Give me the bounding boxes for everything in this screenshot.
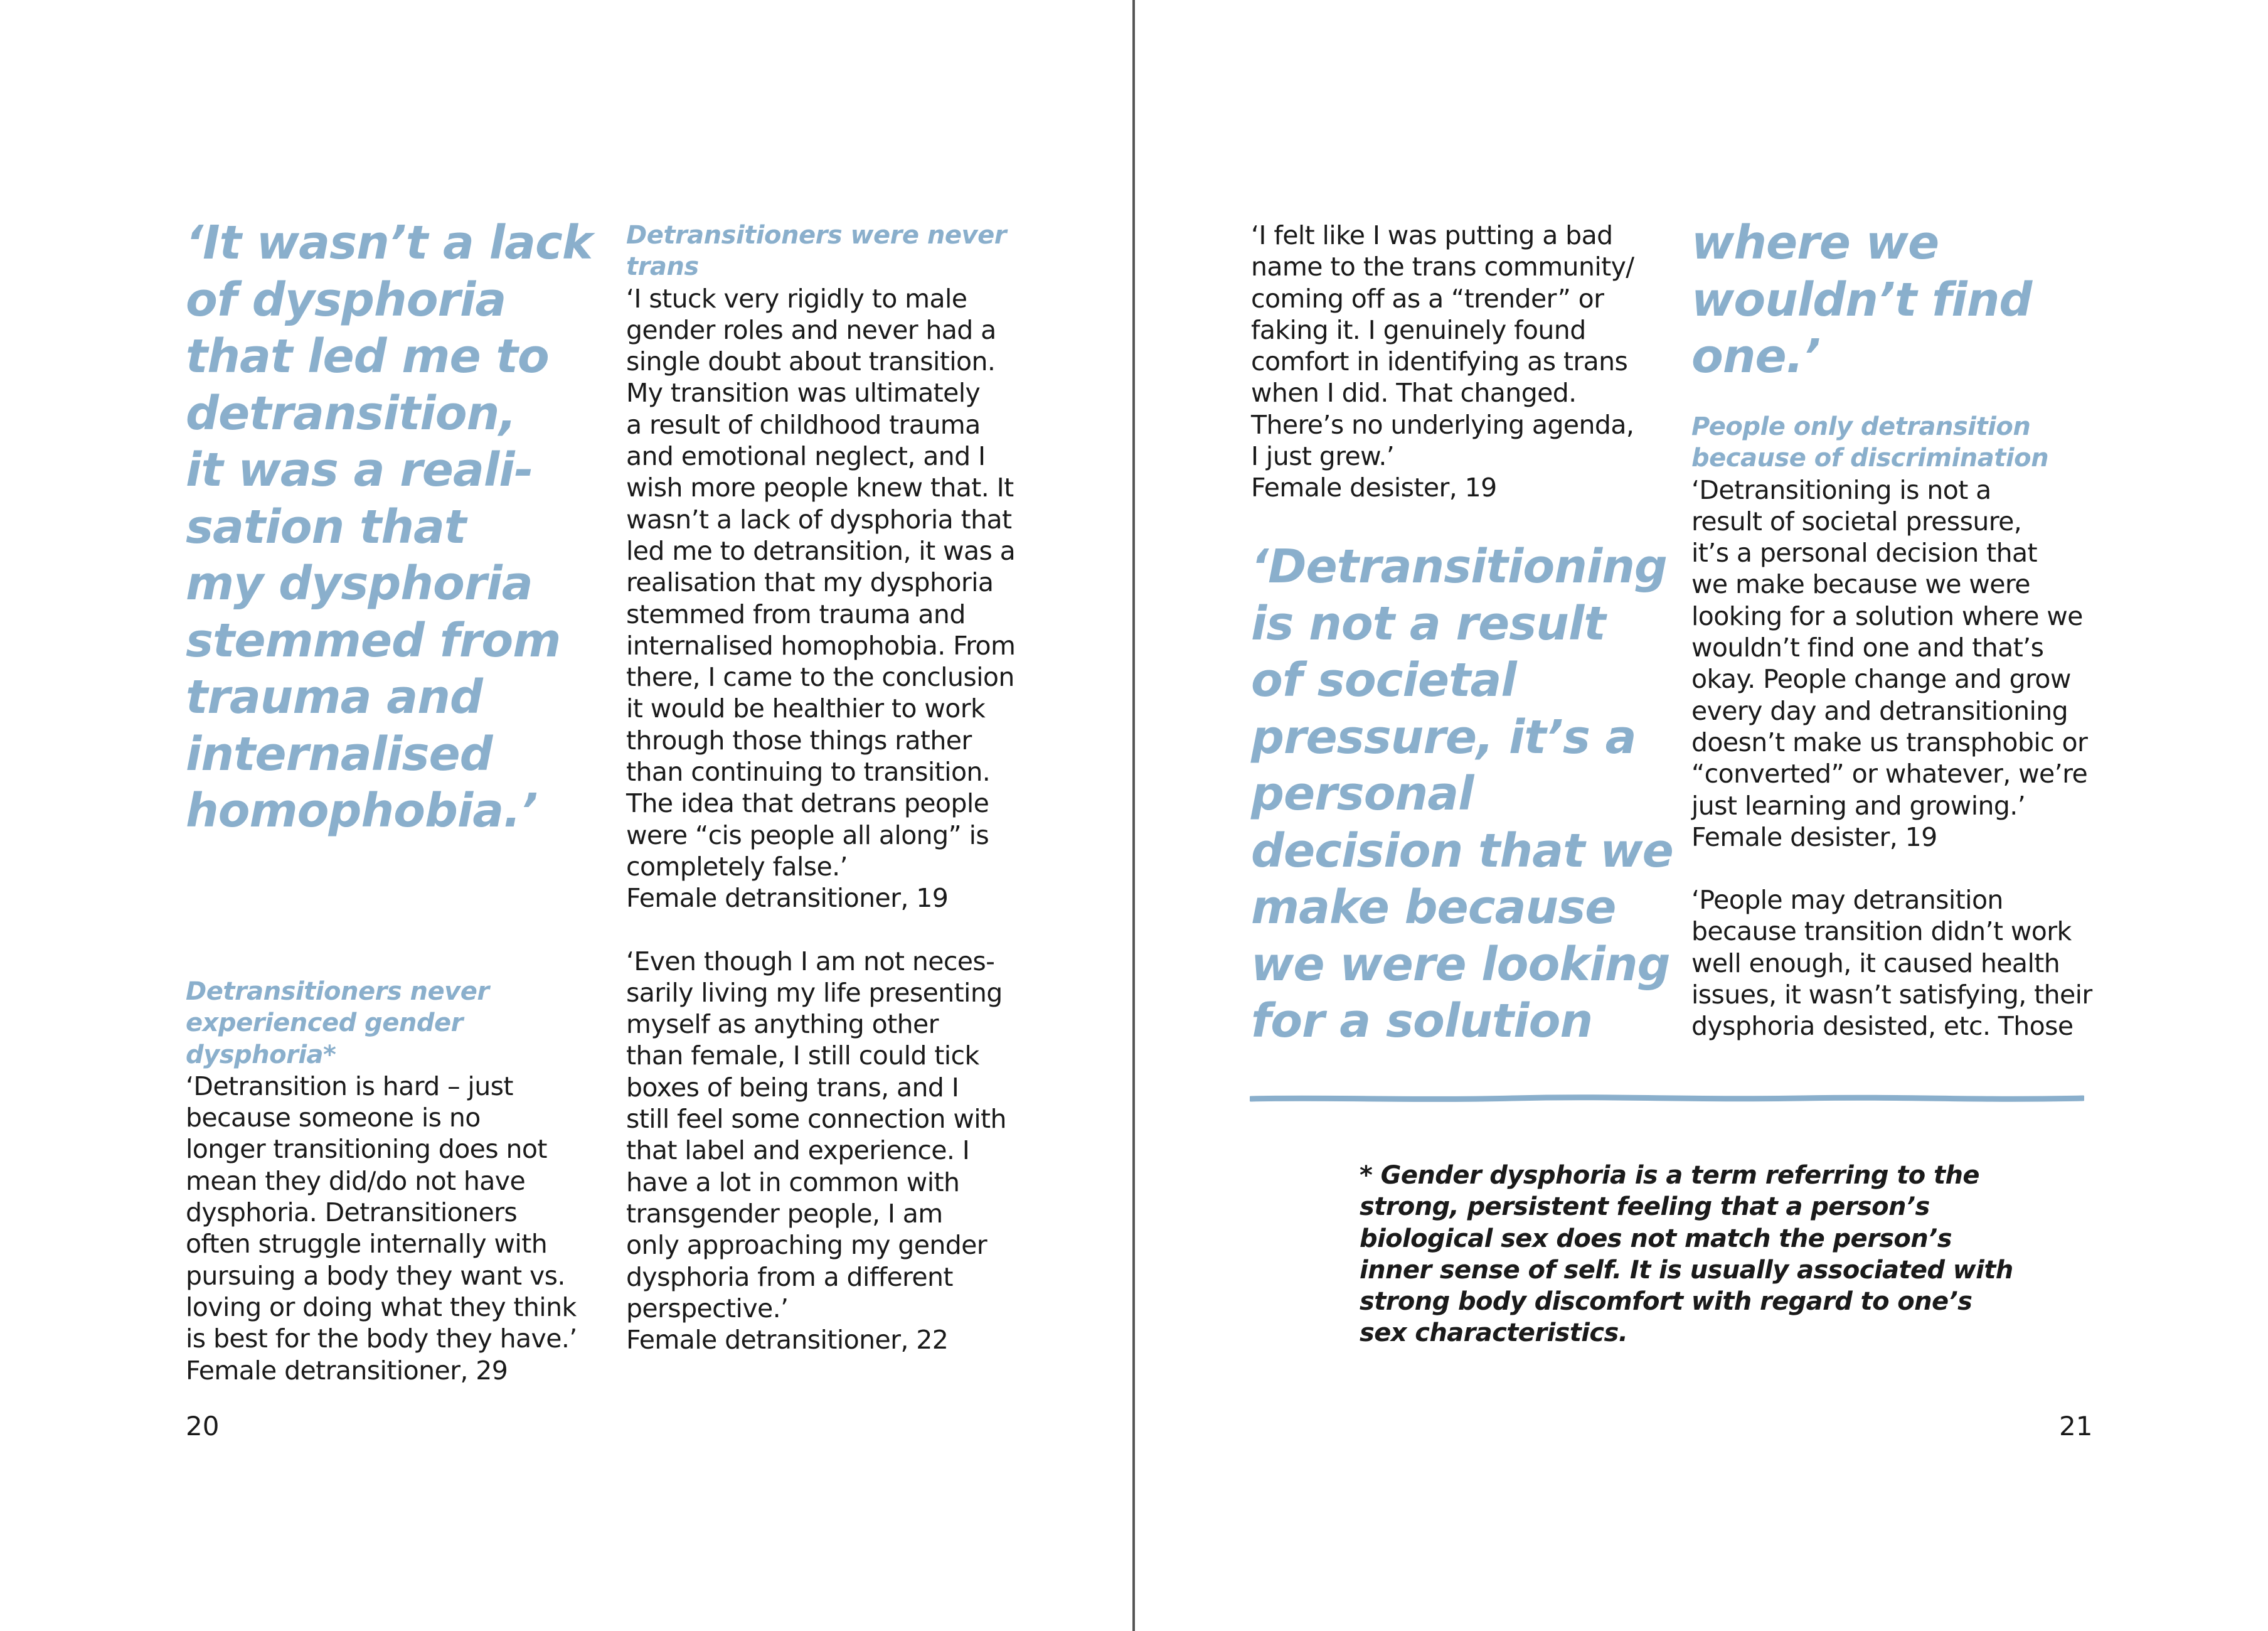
text-line: mean they did/do not have — [186, 1165, 526, 1196]
text-line: because transition didn’t work — [1691, 916, 2072, 947]
text-line: trans — [626, 252, 699, 282]
text-line: Female detransitioner, 22 — [626, 1325, 949, 1356]
text-line: every day and detransitioning — [1691, 695, 2068, 726]
text-line: Female desister, 19 — [1691, 821, 1937, 852]
page-number-left: 20 — [186, 1411, 220, 1441]
text-line: name to the trans community/ — [1251, 252, 1634, 282]
text-line: that label and experience. I — [626, 1135, 970, 1166]
text-line: often struggle internally with — [186, 1229, 548, 1259]
text-line: ‘People may detransition — [1691, 885, 2003, 916]
text-line: just learning and growing.’ — [1691, 790, 2026, 821]
text-line: gender roles and never had a — [626, 314, 996, 345]
text-line: dysphoria desisted, etc. Those — [1691, 1011, 2074, 1042]
brush-divider — [1250, 1093, 2084, 1104]
testimony-quote — [1251, 220, 1634, 504]
text-line: ‘I felt like I was putting a bad — [1251, 220, 1613, 250]
testimony-quote — [1691, 474, 2092, 853]
book-spine — [1132, 0, 1135, 1631]
text-line: a result of childhood trauma — [626, 409, 981, 440]
text-line: loving or doing what they think — [186, 1291, 577, 1322]
text-line: transgender people, I am — [626, 1198, 943, 1229]
text-line: is best for the body they have.’ — [186, 1324, 577, 1354]
text-line: wouldn’t find one and that’s — [1691, 633, 2044, 663]
text-line: ‘Even though I am not neces- — [626, 946, 995, 976]
text-line: well enough, it caused health — [1691, 948, 2060, 978]
text-line: of societal — [1251, 653, 1516, 707]
text-line: strong body discomfort with regard to one’s — [1360, 1287, 1973, 1317]
text-line: The idea that detrans people — [626, 788, 989, 819]
text-line: Female detransitioner, 19 — [626, 883, 949, 914]
text-line: single doubt about transition. — [626, 346, 996, 377]
text-line: coming off as a “trender” or — [1251, 283, 1604, 314]
text-line: led me to detransition, it was a — [626, 535, 1016, 566]
text-line: Female desister, 19 — [1251, 473, 1497, 503]
text-line: “converted” or whatever, we’re — [1691, 759, 2088, 789]
text-line: we were looking — [1251, 937, 1670, 992]
text-line: and emotional neglect, and I — [626, 441, 986, 472]
text-line: realisation that my dysphoria — [626, 567, 994, 598]
text-line: there, I came to the conclusion — [626, 662, 1014, 693]
pull-quote-right-part2 — [1691, 215, 2031, 385]
text-line: Female detransitioner, 29 — [186, 1355, 508, 1386]
text-line: decision that we — [1251, 823, 1673, 878]
text-line: Detransitioners were never — [626, 221, 1006, 250]
text-line: ‘I stuck very rigidly to male — [626, 283, 967, 314]
text-line: Detransitioners never — [186, 977, 489, 1006]
text-line: perspective.’ — [626, 1293, 789, 1324]
text-line: faking it. I genuinely found — [1251, 314, 1586, 345]
text-line: through those things rather — [626, 725, 972, 756]
text-line: wish more people knew that. It — [626, 473, 1014, 503]
text-line: we make because we were — [1691, 569, 2030, 600]
text-line: pursuing a body they want vs. — [186, 1260, 565, 1291]
testimony-quote — [626, 946, 1015, 1356]
text-line: were “cis people all along” is — [626, 820, 989, 850]
text-line: trauma and — [186, 670, 482, 724]
text-line: ‘Detransitioning — [1251, 540, 1667, 594]
text-line: My transition was ultimately — [626, 378, 981, 409]
text-line: pressure, it’s a — [1251, 710, 1636, 764]
text-line: wasn’t a lack of dysphoria that — [626, 504, 1012, 535]
text-line: ‘Detransitioning is not a — [1691, 474, 1991, 505]
text-line: People only detransition — [1691, 412, 2031, 441]
text-line: stemmed from — [186, 613, 561, 668]
text-line: myself as anything other — [626, 1009, 939, 1040]
text-line: doesn’t make us transphobic or — [1691, 727, 2088, 757]
text-line: looking for a solution where we — [1691, 601, 2083, 631]
text-line: biological sex does not match the person’s — [1360, 1224, 1952, 1253]
text-line: dysphoria. Detransitioners — [186, 1197, 518, 1228]
text-line: result of societal pressure, — [1691, 506, 2022, 537]
text-line: wouldn’t find — [1691, 272, 2032, 327]
myth-section-gender-dysphoria — [186, 976, 577, 1386]
text-line: because of discrimination — [1691, 444, 2049, 473]
text-line: inner sense of self. It is usually associated with — [1360, 1255, 2013, 1285]
pull-quote-left — [186, 215, 592, 840]
text-line: experienced gender — [186, 1008, 463, 1038]
pull-quote-right-part1 — [1251, 538, 1673, 1050]
text-line: comfort in identifying as trans — [1251, 346, 1628, 377]
text-line: than continuing to transition. — [626, 757, 991, 788]
text-line: my dysphoria — [186, 557, 533, 611]
text-line: it was a reali- — [186, 443, 533, 497]
text-line: when I did. That changed. — [1251, 378, 1577, 409]
text-line: one.’ — [1691, 329, 1820, 383]
text-line: dysphoria* — [186, 1040, 336, 1069]
text-line: There’s no underlying agenda, — [1251, 409, 1634, 440]
text-line: that led me to — [186, 329, 549, 383]
text-line: sation that — [186, 500, 466, 554]
text-line: still feel some connection with — [626, 1104, 1006, 1135]
footnote — [1360, 1160, 2013, 1349]
text-line: * Gender dysphoria is a term referring to the — [1360, 1161, 1979, 1190]
text-line: because someone is no — [186, 1103, 481, 1133]
text-line: sarily living my life presenting — [626, 977, 1003, 1008]
text-line: have a lot in common with — [626, 1167, 960, 1197]
text-line: it would be healthier to work — [626, 693, 986, 724]
testimony-quote — [1691, 884, 2092, 1042]
text-line: of dysphoria — [186, 272, 506, 327]
text-line: sex characteristics. — [1360, 1318, 1628, 1348]
text-line: okay. People change and grow — [1691, 664, 2071, 695]
myth-section-discrimination — [1691, 411, 2092, 1042]
myth-heading — [1691, 411, 2092, 474]
text-line: internalised — [186, 727, 492, 781]
myth-section-never-trans — [626, 220, 1015, 1356]
text-line: personal — [1251, 767, 1474, 821]
text-line: than female, I still could tick — [626, 1040, 979, 1071]
myth-heading — [186, 976, 577, 1071]
text-line: only approaching my gender — [626, 1230, 988, 1261]
text-line: issues, it wasn’t satisfying, their — [1691, 980, 2092, 1010]
text-line: dysphoria from a different — [626, 1261, 953, 1292]
text-line: for a solution — [1251, 994, 1593, 1048]
testimony-quote — [186, 1071, 577, 1386]
text-line: ‘Detransition is hard – just — [186, 1071, 513, 1101]
text-line: longer transitioning does not — [186, 1134, 547, 1165]
page-number-right: 21 — [2059, 1411, 2093, 1441]
text-line: ‘It wasn’t a lack — [186, 216, 593, 270]
text-line: boxes of being trans, and I — [626, 1072, 959, 1103]
text-line: homophobia.’ — [186, 784, 538, 838]
text-line: detransition, — [186, 386, 516, 441]
text-line: internalised homophobia. From — [626, 630, 1016, 661]
text-line: strong, persistent feeling that a person’s — [1360, 1192, 1930, 1222]
text-line: where we — [1691, 216, 1939, 270]
text-line: it’s a personal decision that — [1691, 538, 2038, 569]
text-line: make because — [1251, 880, 1616, 934]
myth-heading — [626, 220, 1015, 283]
testimony-quote — [626, 283, 1015, 914]
text-line: stemmed from trauma and — [626, 599, 966, 629]
text-line: is not a result — [1251, 596, 1605, 651]
text-line: completely false.’ — [626, 851, 848, 882]
text-line: I just grew.’ — [1251, 441, 1395, 472]
